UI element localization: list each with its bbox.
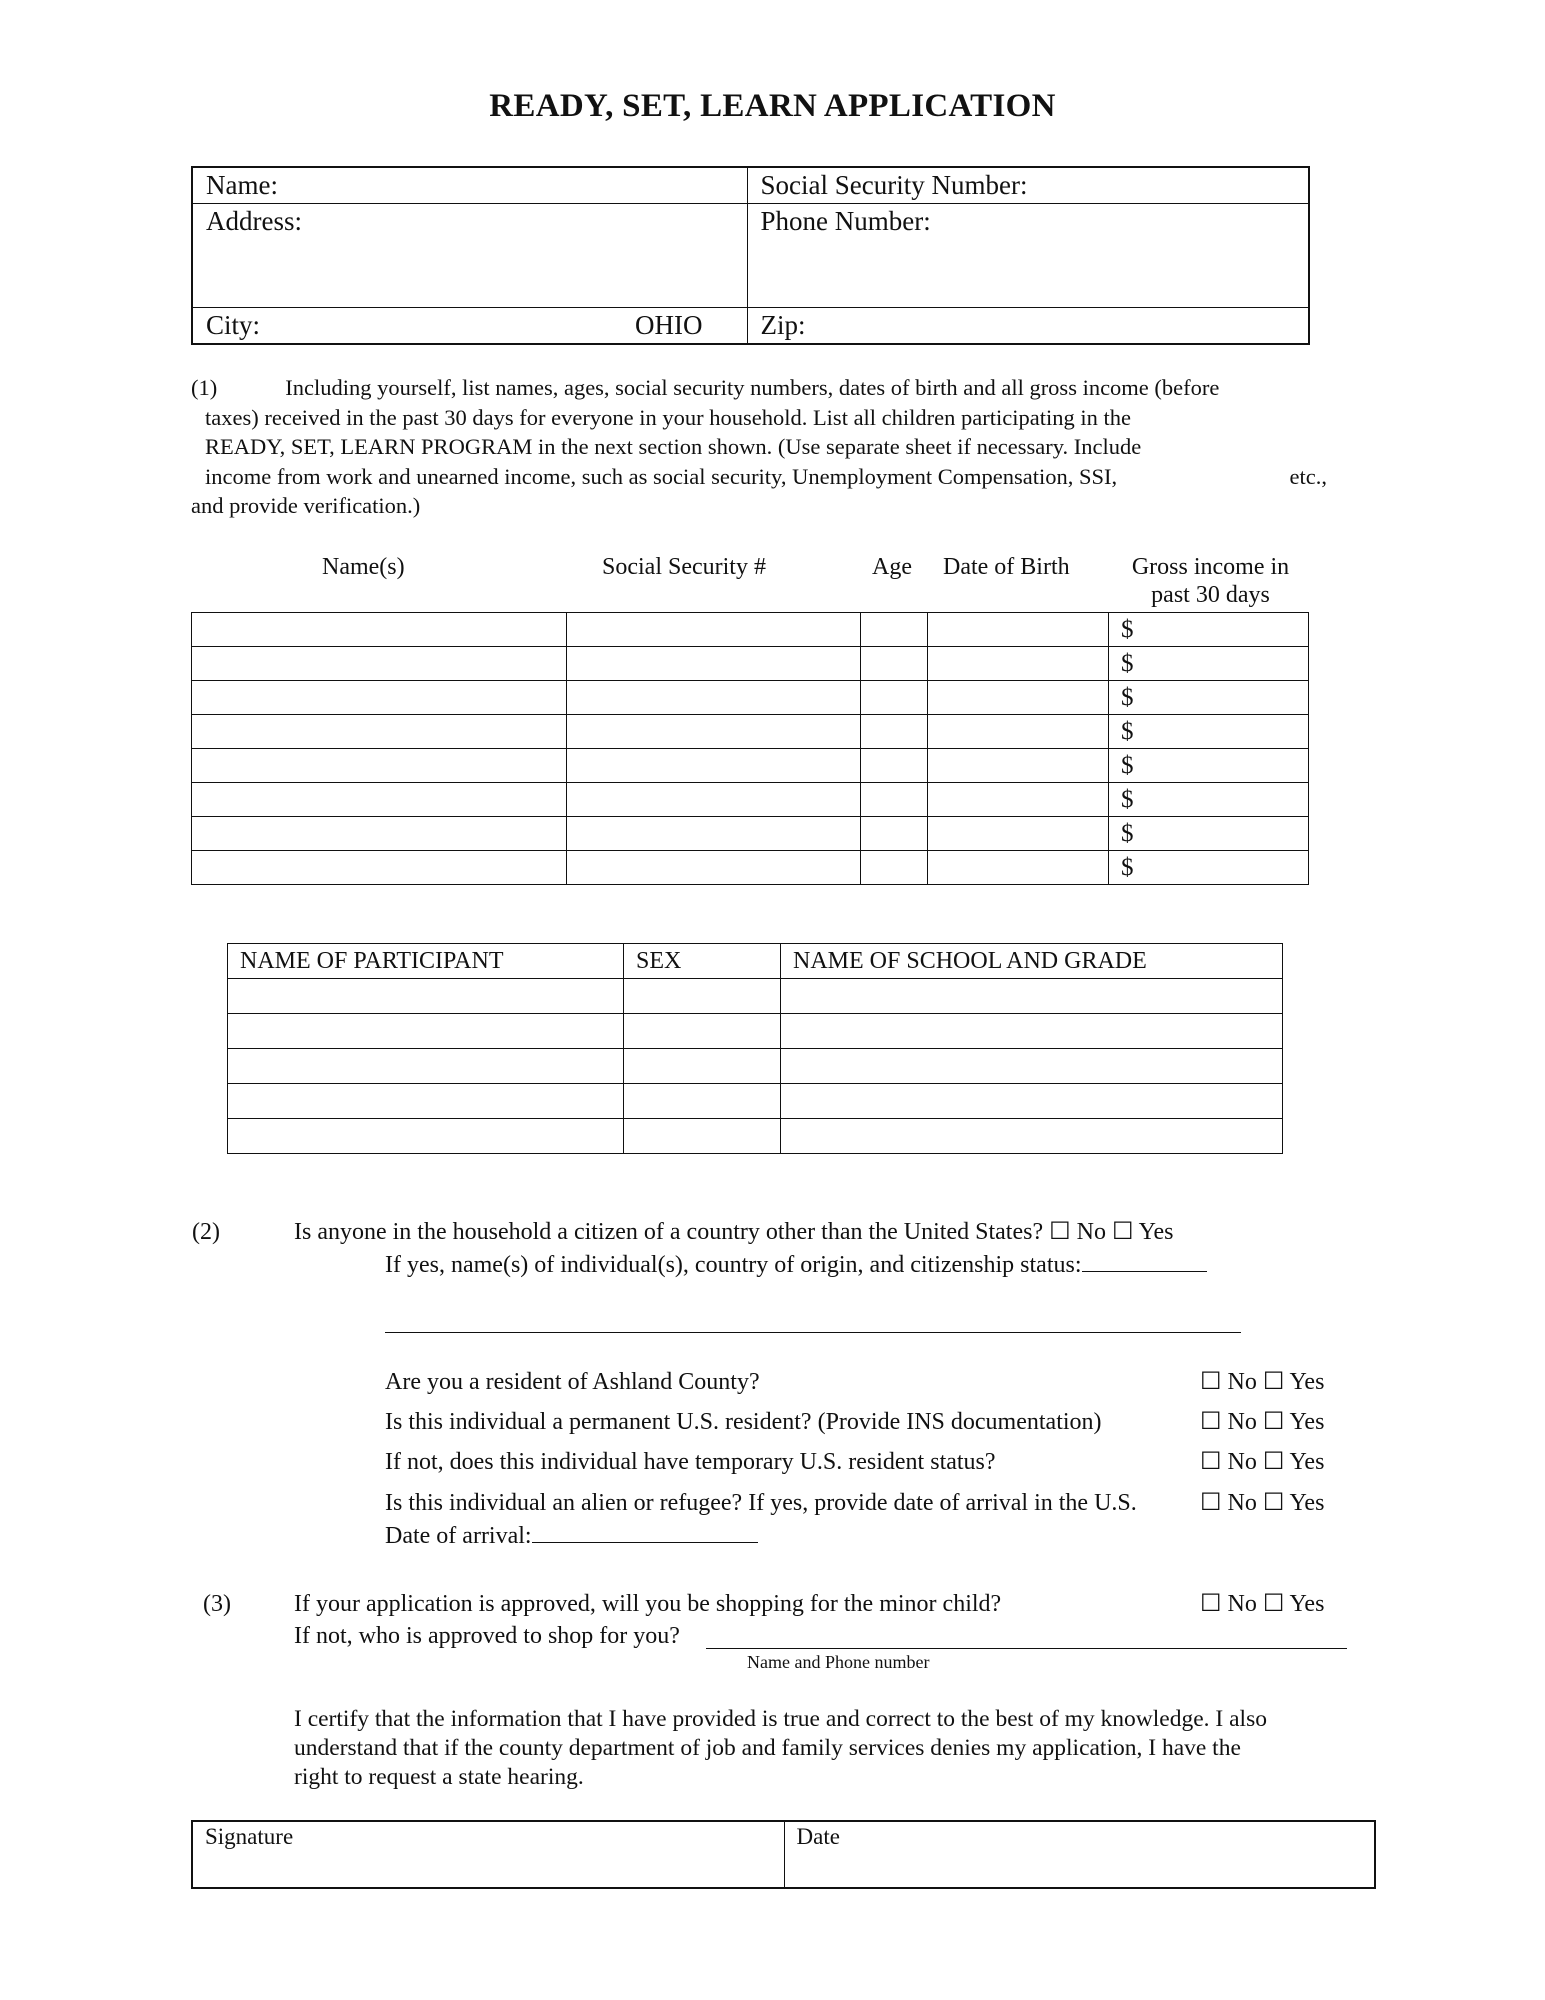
header-income-line2: past 30 days [1151,582,1270,608]
citizen-question-text: Is anyone in the household a citizen of a country other than the United States? [294,1219,1044,1245]
household-income-cell[interactable] [1109,647,1309,681]
participant-table [227,943,1283,1154]
participant-school-cell[interactable] [781,1119,1283,1154]
if-yes-line [385,1249,1207,1280]
header-income [1108,553,1313,609]
participant-sex-cell[interactable] [624,979,781,1014]
alien-no-checkbox[interactable] [1200,1490,1257,1516]
shopper-name-phone-field[interactable] [706,1626,1347,1649]
resident-choices [1200,1367,1324,1397]
household-income-cell[interactable] [1109,715,1309,749]
household-row [192,851,1309,885]
alien-no-box: ☐ [1200,1490,1222,1516]
participant-row [228,1049,1283,1084]
q-resident: Are you a resident of Ashland County? [385,1369,760,1395]
household-income-cell[interactable] [1109,851,1309,885]
household-age-cell[interactable] [861,613,928,647]
citizenship-details-field[interactable] [385,1312,1241,1333]
header-age: Age [872,554,912,580]
participant-header-name: NAME OF PARTICIPANT [228,944,624,979]
shopping-choices [1200,1589,1324,1619]
permanent-yes-box: ☐ [1262,1409,1285,1435]
citizen-question [294,1217,1174,1247]
shopping-no-box: ☐ [1200,1591,1222,1617]
alien-choices [1200,1488,1324,1518]
dollar-sign: $ [1121,616,1134,643]
household-name-cell[interactable] [192,783,567,817]
household-dob-cell[interactable] [928,749,1109,783]
dollar-sign: $ [1121,650,1134,677]
dollar-sign: $ [1121,752,1134,779]
dollar-sign: $ [1121,684,1134,711]
zip-field[interactable] [747,308,1309,345]
resident-yes-box: ☐ [1262,1369,1285,1395]
household-age-cell[interactable] [861,817,928,851]
household-ssn-cell[interactable] [567,681,861,715]
participant-name-cell[interactable] [228,979,624,1014]
alien-yes-box: ☐ [1262,1490,1285,1516]
temporary-no-label: No [1227,1449,1257,1475]
alien-no-label: No [1227,1490,1257,1516]
q-permanent: Is this individual a permanent U.S. resident? (Provide INS documentation) [385,1409,1102,1435]
participant-name-cell[interactable] [228,1084,624,1119]
if-yes-text: If yes, name(s) of individual(s), country of origin, and citizenship status: [385,1252,1082,1278]
dollar-sign: $ [1121,786,1134,813]
section1-line3: READY, SET, LEARN PROGRAM in the next section shown. (Use separate sheet if necessary. Include [205,434,1142,459]
household-ssn-cell[interactable] [567,783,861,817]
resident-yes-label: Yes [1289,1369,1325,1395]
dollar-sign: $ [1121,820,1134,847]
household-income-cell[interactable] [1109,783,1309,817]
date-of-arrival-label: Date of arrival: [385,1523,532,1549]
citizenship-status-field[interactable] [1082,1249,1207,1272]
household-name-cell[interactable] [192,749,567,783]
resident-no-label: No [1227,1369,1257,1395]
participant-row [228,1119,1283,1154]
q-shopping: If your application is approved, will you be shopping for the minor child? [294,1591,1002,1617]
household-row [192,613,1309,647]
city-field[interactable] [192,308,747,345]
name-field[interactable] [192,167,747,204]
household-ssn-cell[interactable] [567,613,861,647]
date-of-arrival-field[interactable] [532,1520,758,1543]
city-label: City: [206,310,261,340]
signature-field[interactable] [192,1821,784,1888]
zip-label: Zip: [760,310,806,340]
q-alien: Is this individual an alien or refugee? If yes, provide date of arrival in the U.S. [385,1490,1137,1516]
citizen-yes-label: Yes [1138,1219,1174,1245]
household-age-cell[interactable] [861,715,928,749]
household-ssn-cell[interactable] [567,715,861,749]
resident-yes-checkbox[interactable] [1263,1369,1325,1395]
date-label: Date [796,1824,840,1849]
alien-yes-checkbox[interactable] [1263,1490,1325,1516]
household-income-cell[interactable] [1109,613,1309,647]
page-title: READY, SET, LEARN APPLICATION [489,88,1056,124]
temporary-yes-checkbox[interactable] [1263,1449,1325,1475]
household-dob-cell[interactable] [928,783,1109,817]
header-ssn: Social Security # [602,554,766,580]
household-name-cell[interactable] [192,817,567,851]
household-dob-cell[interactable] [928,817,1109,851]
household-name-cell[interactable] [192,613,567,647]
citizen-yes-checkbox[interactable] [1112,1219,1174,1245]
household-table [191,612,1309,885]
signature-label: Signature [205,1824,294,1849]
household-row [192,817,1309,851]
participant-sex-cell[interactable] [624,1084,781,1119]
household-ssn-cell[interactable] [567,851,861,885]
certification-line1: I certify that the information that I have provided is true and correct to the best of my knowledge. I also [294,1706,1267,1732]
household-dob-cell[interactable] [928,715,1109,749]
household-dob-cell[interactable] [928,613,1109,647]
household-age-cell[interactable] [861,749,928,783]
participant-name-cell[interactable] [228,1049,624,1084]
section1-line4-etc: etc., [1289,463,1327,489]
ssn-field[interactable] [747,167,1309,204]
section1-number: (1) [191,375,218,400]
household-row [192,715,1309,749]
household-income-cell[interactable] [1109,749,1309,783]
participant-row [228,1014,1283,1049]
name-label: Name: [206,170,278,200]
participant-name-cell[interactable] [228,1014,624,1049]
dollar-sign: $ [1121,718,1134,745]
household-name-cell[interactable] [192,681,567,715]
shopping-yes-checkbox[interactable] [1263,1591,1325,1617]
address-field[interactable] [192,204,747,308]
household-dob-cell[interactable] [928,681,1109,715]
section2-number: (2) [192,1219,220,1245]
permanent-yes-label: Yes [1289,1409,1325,1435]
household-age-cell[interactable] [861,851,928,885]
temporary-no-checkbox[interactable] [1200,1449,1257,1475]
certification-line2: understand that if the county department of job and family services denies my application, I have the [294,1735,1241,1761]
shopping-no-checkbox[interactable] [1200,1591,1257,1617]
household-age-cell[interactable] [861,681,928,715]
q-temporary: If not, does this individual have temporary U.S. resident status? [385,1449,996,1475]
section1-line4: income from work and unearned income, such as social security, Unemployment Compensation, SSI, [205,463,1118,489]
household-dob-cell[interactable] [928,851,1109,885]
household-name-cell[interactable] [192,647,567,681]
header-names: Name(s) [322,554,405,580]
permanent-yes-checkbox[interactable] [1263,1409,1325,1435]
household-age-cell[interactable] [861,783,928,817]
household-name-cell[interactable] [192,851,567,885]
participant-sex-cell[interactable] [624,1014,781,1049]
permanent-no-label: No [1227,1409,1257,1435]
participant-row [228,1084,1283,1119]
section1-line1: Including yourself, list names, ages, social security numbers, dates of birth and all gross income (before [285,375,1220,400]
citizen-yes-box: ☐ [1111,1219,1134,1245]
date-of-arrival-line [385,1520,758,1551]
name-phone-caption: Name and Phone number [747,1652,930,1672]
household-ssn-cell[interactable] [567,647,861,681]
shopping-yes-box: ☐ [1262,1591,1285,1617]
permanent-no-checkbox[interactable] [1200,1409,1257,1435]
participant-header-sex: SEX [624,944,781,979]
household-ssn-cell[interactable] [567,817,861,851]
alien-yes-label: Yes [1289,1490,1325,1516]
dollar-sign: $ [1121,854,1134,881]
household-row [192,783,1309,817]
participant-school-cell[interactable] [781,1049,1283,1084]
signature-table [191,1820,1376,1889]
section1-line5: and provide verification.) [191,493,421,518]
temporary-yes-box: ☐ [1262,1449,1285,1475]
date-field[interactable] [784,1821,1375,1888]
header-income-line1: Gross income in [1131,554,1290,580]
phone-field[interactable] [747,204,1309,308]
household-row [192,749,1309,783]
applicant-info-table [191,166,1310,345]
phone-label: Phone Number: [760,206,931,236]
household-age-cell[interactable] [861,647,928,681]
section3-number: (3) [203,1591,231,1617]
participant-school-cell[interactable] [781,1084,1283,1119]
participant-sex-cell[interactable] [624,1049,781,1084]
citizen-no-label: No [1076,1219,1106,1245]
household-income-cell[interactable] [1109,681,1309,715]
section1-line2: taxes) received in the past 30 days for everyone in your household. List all children participating in the [205,404,1131,430]
participant-header-school: NAME OF SCHOOL AND GRADE [781,944,1283,979]
q-who: If not, who is approved to shop for you? [294,1623,680,1649]
household-row [192,681,1309,715]
permanent-choices [1200,1407,1324,1437]
permanent-no-box: ☐ [1200,1409,1222,1435]
household-row [192,647,1309,681]
shopping-yes-label: Yes [1289,1591,1325,1617]
participant-school-cell[interactable] [781,979,1283,1014]
resident-no-box: ☐ [1200,1369,1222,1395]
resident-no-checkbox[interactable] [1200,1369,1257,1395]
state-text: OHIO [635,310,703,340]
household-ssn-cell[interactable] [567,749,861,783]
participant-name-cell[interactable] [228,1119,624,1154]
participant-sex-cell[interactable] [624,1119,781,1154]
citizen-no-box: ☐ [1049,1219,1071,1245]
address-label: Address: [206,206,302,236]
citizen-no-checkbox[interactable] [1049,1219,1106,1245]
header-dob: Date of Birth [943,554,1070,580]
household-name-cell[interactable] [192,715,567,749]
household-dob-cell[interactable] [928,647,1109,681]
certification-line3: right to request a state hearing. [294,1764,584,1790]
temporary-no-box: ☐ [1200,1449,1222,1475]
shopping-no-label: No [1227,1591,1257,1617]
temporary-yes-label: Yes [1289,1449,1325,1475]
certification-text [294,1705,1354,1792]
ssn-label: Social Security Number: [760,170,1028,200]
household-income-cell[interactable] [1109,817,1309,851]
temporary-choices [1200,1447,1324,1477]
participant-row [228,979,1283,1014]
participant-school-cell[interactable] [781,1014,1283,1049]
section1-instructions [191,373,1351,521]
